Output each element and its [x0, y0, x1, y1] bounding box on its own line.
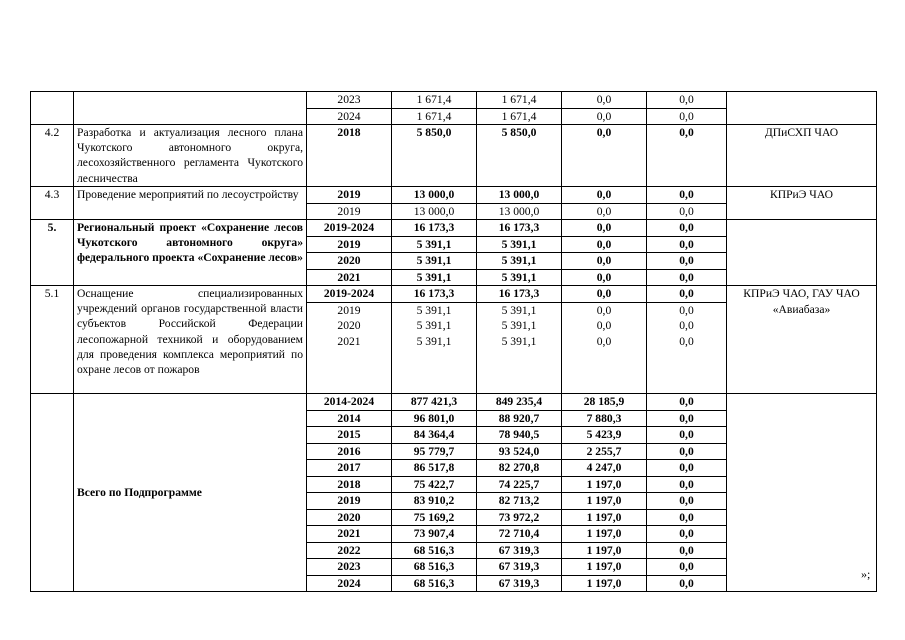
federal-budget-cell: 0,0 — [562, 203, 647, 220]
regional-budget-cell: 13 000,0 — [477, 187, 562, 204]
footer-closing-mark: »; — [861, 567, 871, 581]
regional-budget-cell: 5 391,1 — [477, 253, 562, 270]
federal-budget-cell: 1 197,0 — [562, 559, 647, 576]
regional-budget-cell: 1 671,4 — [477, 108, 562, 125]
other-sources-cell: 0,0 — [647, 286, 727, 303]
year-cell: 2024 — [307, 108, 392, 125]
federal-budget-cell: 0,0 — [562, 236, 647, 253]
other-sources-cell: 0,0 — [647, 493, 727, 510]
federal-budget-cell: 1 197,0 — [562, 493, 647, 510]
regional-budget-cell: 67 319,3 — [477, 559, 562, 576]
executor-cell: ДПиСХП ЧАО — [727, 125, 877, 187]
other-sources-cell: 0,0 — [647, 318, 727, 334]
other-sources-cell: 0,0 — [647, 427, 727, 444]
row-number-cell: 5. — [31, 220, 74, 286]
year-cell: 2019-2024 — [307, 220, 392, 237]
total-cell: 877 421,3 — [392, 394, 477, 411]
executor-cell — [727, 92, 877, 125]
total-cell: 84 364,4 — [392, 427, 477, 444]
total-cell: 86 517,8 — [392, 460, 477, 477]
regional-budget-cell: 13 000,0 — [477, 203, 562, 220]
other-sources-cell: 0,0 — [647, 542, 727, 559]
year-cell: 2018 — [307, 476, 392, 493]
other-sources-cell: 0,0 — [647, 509, 727, 526]
federal-budget-cell: 0,0 — [562, 302, 647, 318]
executor-cell: КПРиЭ ЧАО — [727, 187, 877, 220]
other-sources-cell: 0,0 — [647, 302, 727, 318]
total-cell: 95 779,7 — [392, 443, 477, 460]
regional-budget-cell: 16 173,3 — [477, 286, 562, 303]
row-number-cell — [31, 394, 74, 592]
total-cell: 68 516,3 — [392, 575, 477, 592]
total-cell: 5 391,1 — [392, 253, 477, 270]
other-sources-cell: 0,0 — [647, 410, 727, 427]
federal-budget-cell: 7 880,3 — [562, 410, 647, 427]
year-cell: 2019-2024 — [307, 286, 392, 303]
total-cell: 73 907,4 — [392, 526, 477, 543]
federal-budget-cell: 0,0 — [562, 220, 647, 237]
federal-budget-cell: 0,0 — [562, 125, 647, 187]
federal-budget-cell: 1 197,0 — [562, 526, 647, 543]
year-cell: 2015 — [307, 427, 392, 444]
total-cell: 75 169,2 — [392, 509, 477, 526]
year-cell: 2019 — [307, 236, 392, 253]
other-sources-cell: 0,0 — [647, 460, 727, 477]
total-cell: 13 000,0 — [392, 203, 477, 220]
other-sources-cell: 0,0 — [647, 108, 727, 125]
year-cell: 2016 — [307, 443, 392, 460]
federal-budget-cell: 0,0 — [562, 92, 647, 109]
year-cell: 2019 — [307, 493, 392, 510]
other-sources-cell: 0,0 — [647, 203, 727, 220]
regional-budget-cell: 849 235,4 — [477, 394, 562, 411]
total-cell: 1 671,4 — [392, 108, 477, 125]
federal-budget-cell: 0,0 — [562, 318, 647, 334]
regional-budget-cell: 67 319,3 — [477, 575, 562, 592]
total-cell: 13 000,0 — [392, 187, 477, 204]
federal-budget-cell: 2 255,7 — [562, 443, 647, 460]
executor-cell: КПРиЭ ЧАО, ГАУ ЧАО «Авиабаза» — [727, 286, 877, 394]
other-sources-cell: 0,0 — [647, 526, 727, 543]
other-sources-cell: 0,0 — [647, 334, 727, 394]
regional-budget-cell: 16 173,3 — [477, 220, 562, 237]
federal-budget-cell: 0,0 — [562, 253, 647, 270]
subprogram-funding-table — [30, 91, 877, 592]
table-row — [31, 286, 877, 303]
year-cell: 2023 — [307, 92, 392, 109]
regional-budget-cell: 5 850,0 — [477, 125, 562, 187]
regional-budget-cell: 74 225,7 — [477, 476, 562, 493]
year-cell: 2020 — [307, 253, 392, 270]
year-cell: 2022 — [307, 542, 392, 559]
regional-budget-cell: 73 972,2 — [477, 509, 562, 526]
total-cell: 5 850,0 — [392, 125, 477, 187]
total-cell: 1 671,4 — [392, 92, 477, 109]
executor-cell — [727, 220, 877, 286]
total-cell: 83 910,2 — [392, 493, 477, 510]
year-cell: 2019 — [307, 203, 392, 220]
regional-budget-cell: 5 391,1 — [477, 302, 562, 318]
row-number-cell: 5.1 — [31, 286, 74, 394]
federal-budget-cell: 0,0 — [562, 108, 647, 125]
total-cell: 5 391,1 — [392, 334, 477, 394]
total-cell: 5 391,1 — [392, 269, 477, 286]
row-number-cell: 4.2 — [31, 125, 74, 187]
other-sources-cell: 0,0 — [647, 92, 727, 109]
federal-budget-cell: 1 197,0 — [562, 542, 647, 559]
federal-budget-cell: 1 197,0 — [562, 575, 647, 592]
total-cell: 68 516,3 — [392, 542, 477, 559]
subprogram-total-label: Всего по Подпрограмме — [74, 394, 307, 592]
regional-budget-cell: 1 671,4 — [477, 92, 562, 109]
other-sources-cell: 0,0 — [647, 559, 727, 576]
regional-budget-cell: 93 524,0 — [477, 443, 562, 460]
year-cell: 2019 — [307, 302, 392, 318]
federal-budget-cell: 0,0 — [562, 286, 647, 303]
total-cell: 16 173,3 — [392, 220, 477, 237]
federal-budget-cell: 0,0 — [562, 334, 647, 394]
activity-name-cell: Проведение мероприятий по лесоустройству — [74, 187, 307, 220]
regional-budget-cell: 5 391,1 — [477, 236, 562, 253]
regional-budget-cell: 67 319,3 — [477, 542, 562, 559]
regional-budget-cell: 88 920,7 — [477, 410, 562, 427]
year-cell: 2021 — [307, 526, 392, 543]
activity-name-cell: Региональный проект «Сохранение лесов Чукотского автономного округа» федерального проекта «Сохранение лесов» — [74, 220, 307, 286]
other-sources-cell: 0,0 — [647, 125, 727, 187]
federal-budget-cell: 1 197,0 — [562, 476, 647, 493]
other-sources-cell: 0,0 — [647, 476, 727, 493]
activity-name-cell: Разработка и актуализация лесного плана Чукотского автономного округа, лесохозяйственного регламента Чукотского лесничества — [74, 125, 307, 187]
year-cell: 2021 — [307, 269, 392, 286]
total-cell: 75 422,7 — [392, 476, 477, 493]
total-cell: 5 391,1 — [392, 318, 477, 334]
regional-budget-cell: 78 940,5 — [477, 427, 562, 444]
other-sources-cell: 0,0 — [647, 220, 727, 237]
total-cell: 68 516,3 — [392, 559, 477, 576]
year-cell: 2017 — [307, 460, 392, 477]
regional-budget-cell: 72 710,4 — [477, 526, 562, 543]
other-sources-cell: 0,0 — [647, 575, 727, 592]
regional-budget-cell: 82 270,8 — [477, 460, 562, 477]
total-cell: 96 801,0 — [392, 410, 477, 427]
table-row — [31, 187, 877, 204]
other-sources-cell: 0,0 — [647, 394, 727, 411]
federal-budget-cell: 1 197,0 — [562, 509, 647, 526]
table-row — [31, 92, 877, 109]
year-cell: 2020 — [307, 318, 392, 334]
regional-budget-cell: 5 391,1 — [477, 318, 562, 334]
table-row — [31, 125, 877, 187]
activity-name-cell — [74, 92, 307, 125]
year-cell: 2018 — [307, 125, 392, 187]
regional-budget-cell: 82 713,2 — [477, 493, 562, 510]
total-cell: 5 391,1 — [392, 236, 477, 253]
other-sources-cell: 0,0 — [647, 253, 727, 270]
year-cell: 2023 — [307, 559, 392, 576]
regional-budget-cell: 5 391,1 — [477, 334, 562, 394]
table-row — [31, 394, 877, 411]
federal-budget-cell: 5 423,9 — [562, 427, 647, 444]
federal-budget-cell: 0,0 — [562, 269, 647, 286]
year-cell: 2024 — [307, 575, 392, 592]
federal-budget-cell: 4 247,0 — [562, 460, 647, 477]
other-sources-cell: 0,0 — [647, 187, 727, 204]
federal-budget-cell: 28 185,9 — [562, 394, 647, 411]
year-cell: 2014 — [307, 410, 392, 427]
regional-budget-cell: 5 391,1 — [477, 269, 562, 286]
year-cell: 2019 — [307, 187, 392, 204]
row-number-cell — [31, 92, 74, 125]
total-cell: 5 391,1 — [392, 302, 477, 318]
federal-budget-cell: 0,0 — [562, 187, 647, 204]
other-sources-cell: 0,0 — [647, 269, 727, 286]
row-number-cell: 4.3 — [31, 187, 74, 220]
total-cell: 16 173,3 — [392, 286, 477, 303]
year-cell: 2014-2024 — [307, 394, 392, 411]
other-sources-cell: 0,0 — [647, 236, 727, 253]
year-cell: 2020 — [307, 509, 392, 526]
table-row — [31, 220, 877, 237]
year-cell: 2021 — [307, 334, 392, 394]
activity-name-cell: Оснащение специализированных учреждений органов государственной власти субъектов Российской Федерации лесопожарной техникой и оборудованием для проведения комплекса мероприятий по охране лесов от пожаров — [74, 286, 307, 394]
other-sources-cell: 0,0 — [647, 443, 727, 460]
executor-cell — [727, 394, 877, 592]
